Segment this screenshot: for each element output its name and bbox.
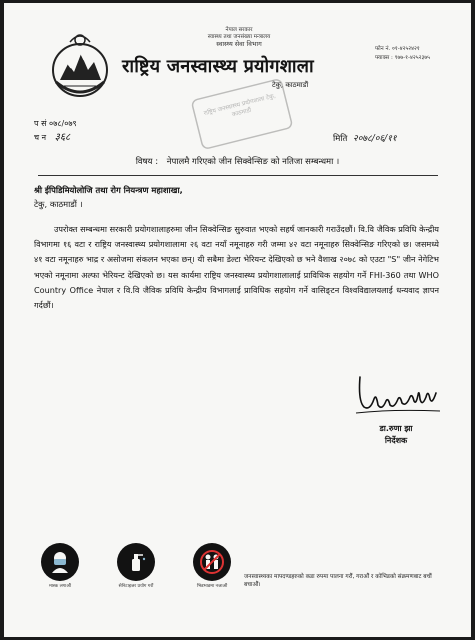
dispatch-label: च न [34, 133, 47, 142]
letter-date [333, 131, 397, 144]
awareness-item-sanitizer [116, 543, 156, 590]
fax-number: फ्याक्स : ९७७-१-४२५२३७५ [375, 55, 431, 61]
gov-line-3: स्वास्थ्य सेवा विभाग [216, 40, 262, 48]
office-stamp [189, 76, 295, 152]
letter-page [4, 3, 471, 637]
gov-line-1: नेपाल सरकार [225, 27, 253, 33]
icon-caption-2: सेनिटाइजर प्रयोग गरौं [118, 584, 154, 589]
dispatch-number: ३६८ [54, 132, 71, 143]
addressee-block [34, 183, 183, 211]
signatory-block [356, 423, 436, 447]
handwritten-signature [352, 371, 444, 419]
institution-city: टेकु, काठमाडौं [272, 81, 309, 89]
letter-body: उपरोक्त सम्बन्धमा सरकारी प्रयोगशालाहरुमा जीन सिक्वेन्सिङ सुरुवात भएको सहर्ष जानकारी गराउँदछौं। वि.वि जैविक प्रविधि केन्द्रीय विभागमा १६ वटा र राष्ट्रिय जनस्वास्थ्य प्रयोगशालामा २६ वटा नयाँ नमूनाहरु गरी जम्मा ४२ वटा नमूनाहरु सिक्वेन्सिङ गरिएको छ। जसमध्ये ४१ वटा नमूनाहरु भाद्र र असोजमा संकलन भएका छन्। यी सबैमा डेल्टा भेरियन्ट देखिएको छ भने वैशाख २०७८ को एउटा "S" जीन नेगेटिभ भएको नमूनामा अल्फा भेरियन्ट देखिएको छ। यस कार्यमा राष्ट्रिय जनस्वास्थ्य प्रयोगशालालाई प्राविधिक सहयोग गर्ने FHI-360 तथा WHO Country Office नेपाल र वि.वि जैविक प्रविधि केन्द्रीय विभागलाई प्राविधिक सहयोग गर्ने वासिङ्टन विश्वविद्यालयलाई धन्यवाद ज्ञापन गर्दछौं। [34, 224, 439, 311]
stamp-text: राष्ट्रिय जनस्वास्थ्य प्रयोगशाला टेकु, काठमाडौं [202, 92, 277, 119]
addressee-line-2: टेकु, काठमाडौं । [34, 199, 83, 209]
icon-caption-1: मास्क लगाऔं [49, 584, 71, 589]
signatory-name: डा.रुणा झा [379, 424, 413, 433]
institution-title: राष्ट्रिय जनस्वास्थ्य प्रयोगशाला [122, 56, 314, 77]
subject-text: नेपालमै गरिएको जीन सिक्वेन्सिङ को नतिजा सम्बन्धमा । [166, 157, 340, 167]
fiscal-year: प सं ०७८/०७९ [34, 119, 77, 128]
dispatch-line [34, 131, 77, 145]
phone-number: फोन नं. ०१-४२५२४२१ [375, 46, 420, 52]
subject-label: विषय : [135, 157, 159, 167]
no-crowd-icon [193, 543, 231, 581]
covid-awareness-icons [40, 543, 232, 590]
date-value: २०७८/०६/११ [353, 134, 397, 144]
addressee-line-1: श्री ईपिडिमियोलोजि तथा रोग नियन्त्रण महाशाखा, [34, 185, 183, 195]
government-hierarchy [164, 27, 314, 48]
awareness-item-distance [192, 543, 232, 590]
date-label: मिति [333, 134, 348, 144]
mask-icon [41, 543, 79, 581]
subject-divider [38, 175, 438, 176]
nepal-government-emblem-icon [50, 28, 110, 102]
footer-note: जनस्वास्थ्यका मापदण्डहरुको कडा रुपमा पालना गरौं, गराऔं र कोभिडको संक्रमणबाट बचौं बचाऔं। [244, 574, 432, 588]
contact-info [375, 45, 430, 63]
reference-numbers [34, 117, 77, 145]
hand-sanitizer-icon [117, 543, 155, 581]
gov-line-2: स्वास्थ्य तथा जनसंख्या मन्त्रालय [207, 34, 271, 40]
signatory-title: निर्देशक [384, 436, 408, 445]
awareness-item-mask [40, 543, 80, 590]
subject-line [4, 156, 471, 167]
icon-caption-3: भिडभाडमा नजाऔं [196, 584, 228, 589]
